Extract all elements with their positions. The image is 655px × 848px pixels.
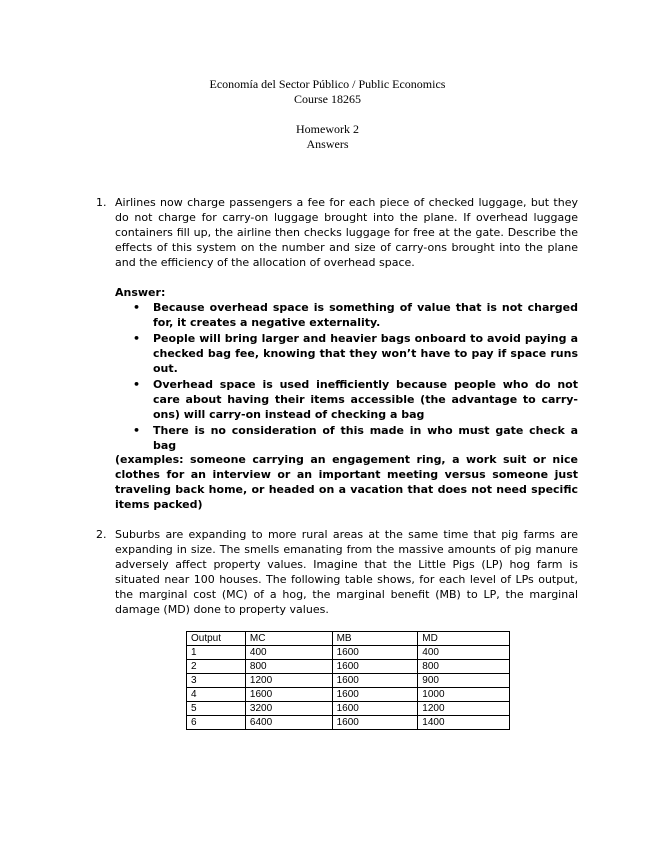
table-cell: 1 (187, 646, 246, 660)
table-header-row (187, 632, 510, 646)
answer-bullet: • People will bring larger and heavier bags onboard to avoid paying a checked bag fee, knowing that they won’t have to pay if space runs out. (133, 332, 578, 375)
table-cell: 1400 (418, 716, 510, 730)
bullet-dot-icon: • (133, 332, 141, 345)
table-cell: 2 (187, 660, 246, 674)
answer-bullet: • Overhead space is used inefficiently because people who do not care about having their items accessible (the advantage to carry-ons) will carry-on instead of checking a bag (133, 378, 578, 421)
table-cell: 1600 (332, 688, 418, 702)
table-row (187, 660, 510, 674)
column-header-md: MD (418, 632, 510, 646)
table-row (187, 688, 510, 702)
examples-paragraph: (examples: someone carrying an engagement ring, a work suit or nice clothes for an interview or an important meeting versus someone just traveling back home, or headed on a vacation that does not need specific items packed) (115, 453, 578, 511)
table-cell: 4 (187, 688, 246, 702)
table-cell: 1000 (418, 688, 510, 702)
course-title: Economía del Sector Público / Public Economics (209, 77, 446, 91)
answer-bullet-list (130, 300, 578, 454)
column-header-mb: MB (332, 632, 418, 646)
table-cell: 3200 (245, 702, 332, 716)
table-cell: 3 (187, 674, 246, 688)
question-1-text: Airlines now charge passengers a fee for each piece of checked luggage, but they do not charge for carry-on luggage brought into the plane. If overhead luggage containers fill up, the airline then checks luggage for free at the gate. Describe the effects of this system on the number and size of carry-ons brought into the plane and the efficiency of the allocation of overhead space. (115, 196, 578, 269)
table-cell: 1200 (418, 702, 510, 716)
table-row (187, 674, 510, 688)
table-row (187, 646, 510, 660)
bullet-dot-icon: • (133, 424, 141, 437)
table-cell: 1600 (332, 660, 418, 674)
answer-bullet: • There is no consideration of this made in who must gate check a bag (133, 424, 578, 452)
table-cell: 1600 (332, 646, 418, 660)
table-row (187, 716, 510, 730)
bullet-dot-icon: • (133, 378, 141, 391)
table-row (187, 702, 510, 716)
question-1-number: 1. (96, 196, 107, 209)
answer-bullet: • Because overhead space is something of value that is not charged for, it creates a negative externality. (133, 301, 578, 329)
table-cell: 400 (245, 646, 332, 660)
table-cell: 800 (418, 660, 510, 674)
table-cell: 5 (187, 702, 246, 716)
table-cell: 1600 (245, 688, 332, 702)
course-number: Course 18265 (294, 92, 361, 106)
bullet-dot-icon: • (133, 301, 141, 314)
homework-title: Homework 2 (296, 122, 359, 136)
table-cell: 1600 (332, 702, 418, 716)
table-cell: 400 (418, 646, 510, 660)
column-header-output: Output (187, 632, 246, 646)
answers-subtitle: Answers (306, 137, 349, 151)
table-cell: 1600 (332, 716, 418, 730)
table-cell: 6 (187, 716, 246, 730)
column-header-mc: MC (245, 632, 332, 646)
table-cell: 6400 (245, 716, 332, 730)
hog-farm-table (186, 631, 510, 730)
document-header (0, 77, 655, 152)
table-cell: 1200 (245, 674, 332, 688)
table-cell: 900 (418, 674, 510, 688)
answer-label: Answer: (115, 286, 166, 299)
table-cell: 800 (245, 660, 332, 674)
question-2-text: Suburbs are expanding to more rural areas at the same time that pig farms are expanding in size. The smells emanating from the massive amounts of pig manure adversely affect property values. Imagine that the Little Pigs (LP) hog farm is situated near 100 houses. The following table shows, for each level of LPs output, the marginal cost (MC) of a hog, the marginal benefit (MB) to LP, the marginal damage (MD) done to property values. (115, 528, 578, 616)
question-2-number: 2. (96, 528, 107, 541)
table-cell: 1600 (332, 674, 418, 688)
